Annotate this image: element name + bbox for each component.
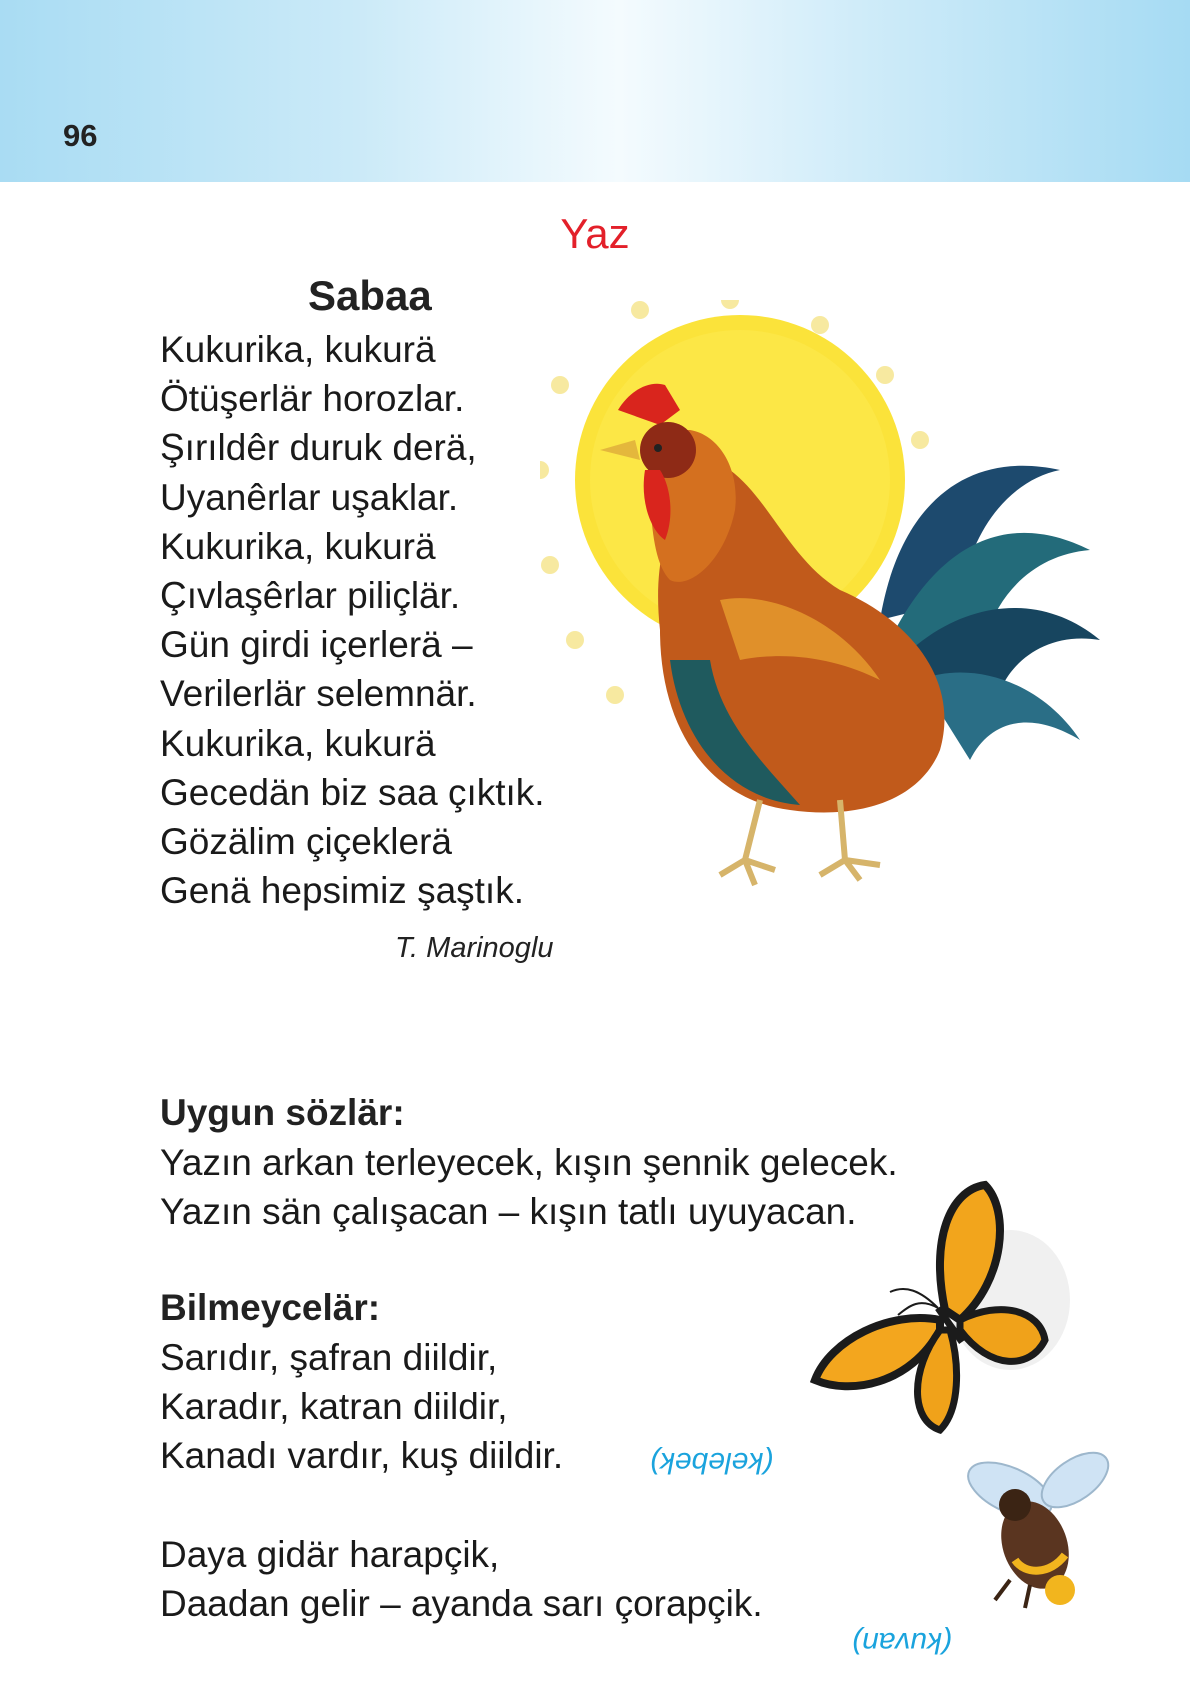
riddle-1-answer: (kelebek): [650, 1446, 774, 1479]
riddle-line: Kanadı vardır, kuş diildir.: [160, 1435, 564, 1476]
poem-title: Sabaa: [308, 272, 432, 319]
poem-line: Gün girdi içerlerä –: [160, 624, 473, 666]
riddle-line: Daadan gelir – ayanda sarı çorapçik.: [160, 1583, 763, 1624]
poem-line: Kukurika, kukurä: [160, 329, 436, 370]
poem-line: Kukurika, kukurä: [160, 722, 436, 764]
page-number: 96: [63, 118, 98, 153]
riddle-line: Karadır, katran diildir,: [160, 1386, 508, 1427]
riddle-line: Daya gidär harapçik,: [160, 1534, 500, 1575]
riddle-line: Sarıdır, şafran diildir,: [160, 1337, 498, 1378]
poem-line: Ötüşerlär horozlar.: [160, 378, 465, 420]
section-title: Yaz: [560, 210, 630, 257]
bee-illustration: [955, 1450, 1120, 1610]
poem-line: Çıvlaşêrlar piliçlär.: [160, 574, 461, 616]
proverb-line: Yazın arkan terleyecek, kışın şennik gelecek.: [160, 1142, 898, 1183]
poem-lines: [160, 325, 545, 915]
riddle-2-answer: (kuvan): [852, 1626, 953, 1659]
proverbs-list: [160, 1138, 898, 1236]
header-band: [0, 0, 1190, 182]
poem-line: Şırıldêr duruk derä,: [160, 427, 477, 469]
rooster-illustration: [540, 300, 1120, 940]
butterfly-illustration: [810, 1180, 1080, 1440]
poem-author: T. Marinoglu: [395, 932, 554, 964]
riddle-1-lines: [160, 1333, 563, 1480]
riddle-2-lines: [160, 1530, 763, 1628]
proverb-line: Yazın sän çalışacan – kışın tatlı uyuyacan.: [160, 1191, 857, 1232]
poem-line: Gecedän biz saa çıktık.: [160, 771, 545, 813]
poem-line: Genä hepsimiz şaştık.: [160, 870, 524, 912]
poem-line: Kukurika, kukurä: [160, 525, 436, 567]
riddles-heading: Bilmeycelär:: [160, 1287, 381, 1328]
poem-line: Verilerlär selemnär.: [160, 673, 477, 715]
poem-line: Uyanêrlar uşaklar.: [160, 476, 459, 518]
bee-icon: [960, 1450, 1118, 1608]
butterfly-icon: [815, 1185, 1070, 1430]
proverbs-heading: Uygun sözlär:: [160, 1092, 405, 1133]
poem-line: Gözälim çiçeklerä: [160, 820, 452, 862]
